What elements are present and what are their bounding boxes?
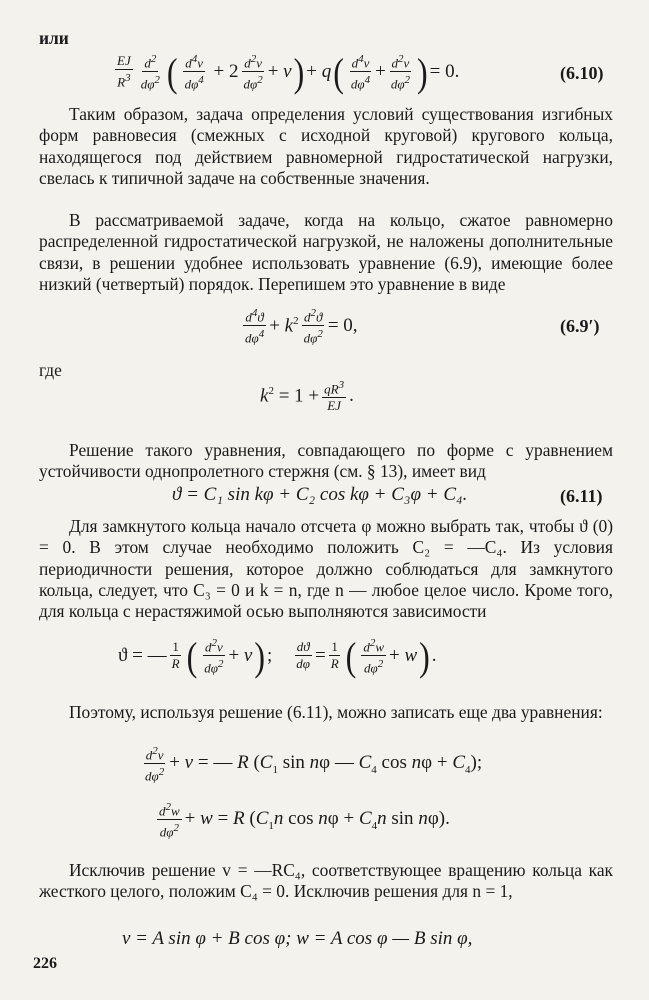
- equation-6-10: $\frac{EJ}{R^3}$ $\frac{d^2}{d\varphi^2}$ ( $\frac{d^4v}{d\varphi^4}$ + 2 $\frac{d^2v}{d\varphi^2}$ + v ) + q ( $\frac{d^4v}{d\varphi^4}$ + $\frac{d^2v}{d\varphi^2}$ ) = 0.: [117, 49, 460, 95]
- equation-6-9-prime: $\frac{d^4ϑ}{d\varphi^4}$ + $k^2$ $\frac{d^2ϑ}{d\varphi^2}$ = 0,: [245, 307, 358, 346]
- equation-number-6-11: (6.11): [560, 486, 603, 506]
- equation-k-squared: $k^2 = 1$ + $\frac{qR^3}{EJ}$ .: [260, 379, 354, 414]
- equation-6-11: ϑ = C₁ sin kφ + C₂ cos kφ + C₃φ + C₄.: [172, 484, 468, 505]
- paragraph-2: В рассматриваемой задаче, когда на кольцо, сжатое равномерно распределенной гидростатической нагрузкой, не наложены дополнительные связи, в решении удобнее использовать уравнение (6.9), имеющие более низкий (четвертый) порядок. Перепишем это уравнение в виде: [39, 210, 613, 294]
- equation-theta-relations: ϑ = — $\frac{1}{R}$ ( $\frac{d^2v}{d\varphi^2}$ + v ) ; $\frac{dϑ}{d\varphi}$ = $\frac{1}{R}$ ( $\frac{d^2w}{d\varphi^2}$ + w ) .: [118, 633, 437, 679]
- equation-number-6-9-prime: (6.9′): [560, 316, 600, 336]
- paragraph-4: Для замкнутого кольца начало отсчета φ можно выбрать так, чтобы ϑ (0) = 0. В этом случае необходимо положить C₂ = —C₄. Из условия периодичности решения, которое должно соблюдаться для замкнутого кольца, следует, что C₃ = 0 и k = n, где n — любое целое число. Кроме того, для кольца с нерастяжимой осью выполняются зависимости: [39, 516, 613, 622]
- equation-last: v = A sin φ + B cos φ; w = A cos φ — B sin φ,: [122, 928, 473, 949]
- paragraph-3: Решение такого уравнения, совпадающего по форме с уравнением устойчивости однопролетного стержня (см. § 13), имеет вид: [39, 440, 613, 482]
- equation-w: $\frac{d^2w}{d\varphi^2}$ + w = R ($C_1n$ $\cos n\varphi + C_4n$ sin nφ).: [159, 801, 450, 840]
- page-number: 226: [33, 955, 57, 972]
- paragraph-1: Таким образом, задача определения условий существования изгибных форм равновесия (смежных с исходной круговой) кругового кольца, находящегося под действием равномерной гидростатической нагрузки, свелась к типичной задаче на собственные значения.: [39, 104, 613, 188]
- paragraph-6: Исключив решение v = —RC₄, соответствующее вращению кольца как жесткого целого, положим C₄ = 0. Исключив решения для n = 1,: [39, 860, 613, 902]
- where-word: где: [39, 360, 62, 380]
- equation-number-6-10: (6.10): [560, 63, 604, 83]
- equation-v: $\frac{d^2v}{d\varphi^2}$ + v = — R ($C_1$ sin nφ — $C_4$ $\cos n\varphi + C_4$);: [145, 745, 483, 784]
- paragraph-5: Поэтому, используя решение (6.11), можно записать еще два уравнения:: [69, 702, 603, 722]
- top-word: или: [39, 28, 69, 48]
